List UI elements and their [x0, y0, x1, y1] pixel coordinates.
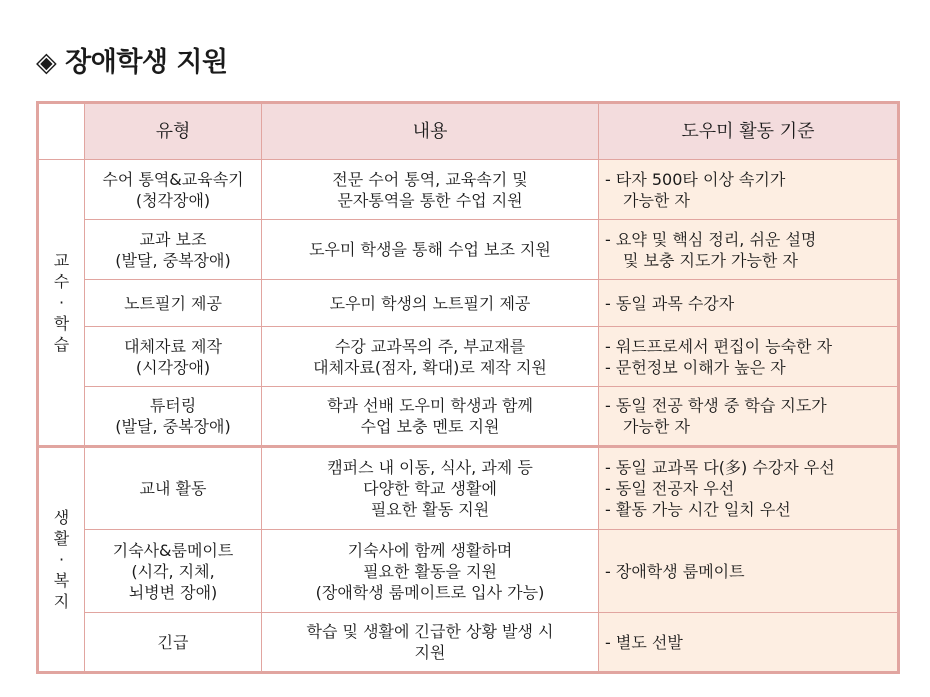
content-line: (장애학생 룸메이트로 입사 가능): [315, 582, 545, 602]
content-cell: [262, 327, 599, 387]
content-line: 필요한 활동을 지원: [363, 561, 497, 581]
type-cell: [85, 447, 262, 530]
table-row: [38, 160, 899, 220]
content-line: 문자통역을 통한 수업 지원: [337, 190, 523, 210]
criteria-line: - 동일 교과목 다(多) 수강자 우선: [605, 458, 835, 477]
support-table: [36, 101, 900, 674]
table-row: [38, 613, 899, 673]
type-cell: [85, 613, 262, 673]
type-line: (청각장애): [135, 190, 211, 210]
content-line: 필요한 활동 지원: [370, 500, 490, 519]
criteria-cell: [599, 387, 899, 447]
criteria-cell: [599, 160, 899, 220]
type-line: 노트필기 제공: [124, 293, 222, 313]
content-cell: [262, 160, 599, 220]
content-line: 도우미 학생의 노트필기 제공: [329, 293, 531, 313]
criteria-line: - 동일 과목 수강자: [605, 293, 735, 313]
criteria-line: - 동일 전공자 우선: [605, 479, 735, 498]
content-line: 다양한 학교 생활에: [363, 479, 497, 498]
category-char: 학: [53, 314, 70, 333]
type-cell: [85, 327, 262, 387]
criteria-line: - 요약 및 핵심 정리, 쉬운 설명: [605, 229, 817, 249]
content-cell: [262, 280, 599, 327]
criteria-cell: [599, 220, 899, 280]
criteria-line: - 장애학생 룸메이트: [605, 561, 745, 581]
category-char: 습: [53, 335, 70, 354]
criteria-line: 가능한 자: [623, 190, 690, 210]
type-line: (발달, 중복장애): [115, 417, 231, 436]
criteria-line: - 별도 선발: [605, 632, 683, 652]
table-body: [38, 160, 899, 673]
type-cell: [85, 160, 262, 220]
type-line: (시각장애): [135, 357, 211, 377]
type-cell: [85, 220, 262, 280]
content-cell: [262, 530, 599, 613]
criteria-line: 및 보충 지도가 가능한 자: [623, 250, 798, 270]
table-row: [38, 327, 899, 387]
criteria-line: - 문헌정보 이해가 높은 자: [605, 357, 786, 377]
type-line: (시각, 지체,: [131, 561, 215, 581]
criteria-cell: [599, 280, 899, 327]
criteria-line: - 활동 가능 시간 일치 우선: [605, 500, 791, 519]
type-line: (발달, 중복장애): [115, 250, 231, 270]
type-line: 뇌병변 장애): [128, 582, 218, 602]
category-char: ·: [58, 550, 65, 569]
category-char: 복: [53, 571, 70, 590]
table-row: [38, 220, 899, 280]
content-line: 도우미 학생을 통해 수업 보조 지원: [309, 240, 551, 259]
criteria-line: - 워드프로세서 편집이 능숙한 자: [605, 336, 833, 356]
content-line: 캠퍼스 내 이동, 식사, 과제 등: [327, 458, 533, 477]
category-char: ·: [58, 293, 65, 312]
category-life-welfare: [38, 447, 85, 673]
type-header: 유형: [85, 103, 262, 160]
category-char: 수: [53, 272, 70, 291]
type-line: 긴급: [157, 632, 189, 652]
type-line: 수어 통역&교육속기: [102, 169, 244, 189]
type-line: 기숙사&룸메이트: [112, 540, 234, 560]
table-row: [38, 447, 899, 530]
table-row: [38, 280, 899, 327]
criteria-header: 도우미 활동 기준: [599, 103, 899, 160]
content-header: 내용: [262, 103, 599, 160]
criteria-line: 가능한 자: [623, 417, 690, 436]
type-line: 대체자료 제작: [124, 336, 222, 356]
table-header-row: [38, 103, 899, 160]
criteria-cell: [599, 447, 899, 530]
criteria-cell: [599, 613, 899, 673]
category-char: 활: [53, 529, 70, 548]
content-line: 수업 보충 멘토 지원: [360, 417, 500, 436]
category-char: 교: [53, 251, 70, 270]
content-line: 대체자료(점자, 확대)로 제작 지원: [313, 357, 547, 377]
type-line: 교내 활동: [139, 479, 207, 498]
criteria-line: - 동일 전공 학생 중 학습 지도가: [605, 396, 827, 415]
category-char: 생: [53, 508, 70, 527]
content-cell: [262, 220, 599, 280]
type-cell: [85, 280, 262, 327]
content-cell: [262, 387, 599, 447]
content-line: 학과 선배 도우미 학생과 함께: [327, 396, 533, 415]
type-line: 교과 보조: [139, 229, 207, 249]
content-line: 수강 교과목의 주, 부교재를: [334, 336, 526, 356]
criteria-cell: [599, 327, 899, 387]
page-title: ◈ 장애학생 지원: [36, 47, 228, 78]
category-char: 지: [53, 592, 70, 611]
content-cell: [262, 447, 599, 530]
criteria-cell: [599, 530, 899, 613]
type-cell: [85, 387, 262, 447]
content-line: 기숙사에 함께 생활하며: [347, 540, 513, 560]
category-header: [38, 103, 85, 160]
table-row: [38, 530, 899, 613]
content-line: 전문 수어 통역, 교육속기 및: [332, 169, 528, 189]
table-row: [38, 387, 899, 447]
category-teaching-learning: [38, 160, 85, 447]
criteria-line: - 타자 500타 이상 속기가: [605, 169, 786, 189]
type-cell: [85, 530, 262, 613]
content-line: 지원: [414, 643, 446, 662]
content-line: 학습 및 생활에 긴급한 상황 발생 시: [306, 622, 554, 641]
type-line: 튜터링: [149, 396, 197, 415]
content-cell: [262, 613, 599, 673]
